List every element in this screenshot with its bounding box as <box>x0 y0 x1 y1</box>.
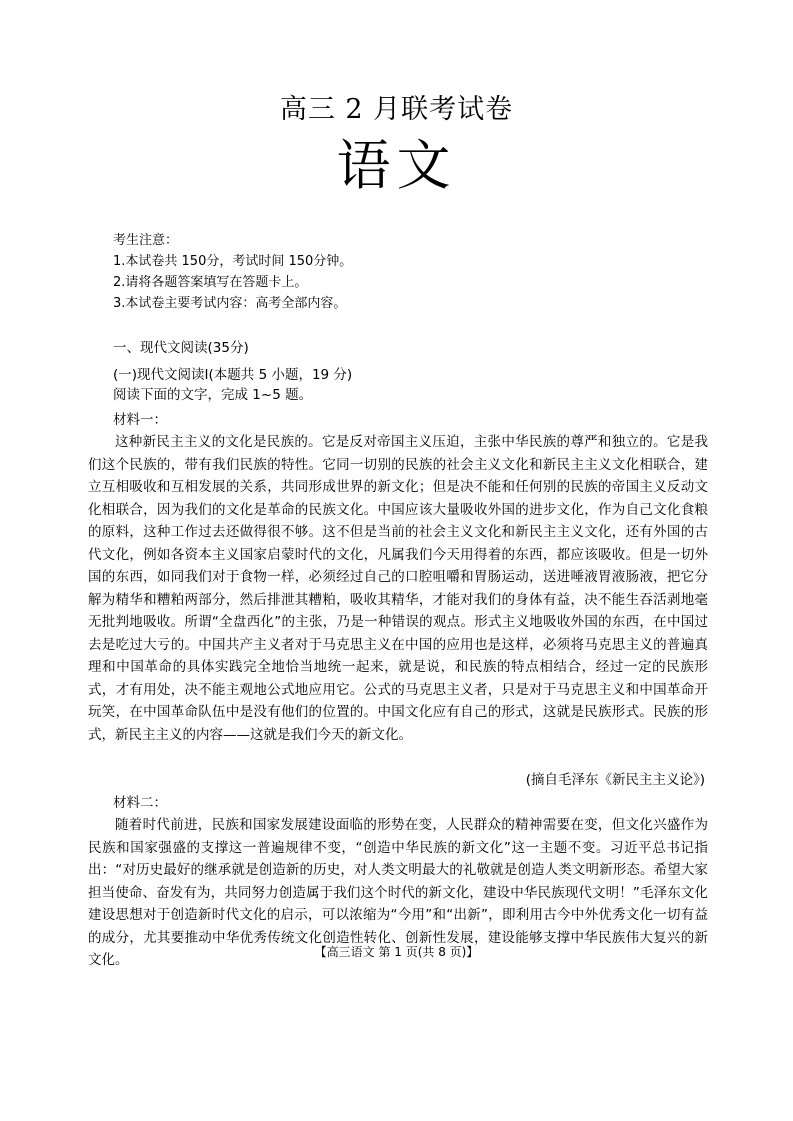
material-two-text: 随着时代前进，民族和国家发展建设面临的形势在变，人民群众的精神需要在变，但文化兴盛作为民族和国家强盛的支撑这一普遍规律不变，“创造中华民族的新文化”这一主题不变。习近平总书记指出：“对历史最好的继承就是创造新的历史，对人类文明最大的礼敬就是创造人类文明新形态。希望大家担当使命、奋发有为，共同努力创造属于我们这个时代的新文化，建设中华民族现代文明！”毛泽东文化建设思想对于创造新时代文化的启示，可以浓缩为“今用”和“出新”，即利用古今中外优秀文化一切有益的成分，尤其要推动中华优秀传统文化创造性转化、创新性发展，建设能够支撑中华民族伟大复兴的新文化。 <box>88 817 708 968</box>
notice-heading: 考生注意： <box>113 233 179 248</box>
subsection-heading: (一)现代文阅读Ⅰ(本题共 5 小题，19 分) <box>113 367 353 383</box>
material-two-label: 材料二： <box>113 795 167 811</box>
material-one-source: (摘自毛泽东《新民主主义论》) <box>525 772 705 788</box>
notice-item: 2.请将各题答案填写在答题卡上。 <box>113 275 308 290</box>
exam-title: 高三 2 月联考试卷 <box>279 94 514 125</box>
reading-instruction: 阅读下面的文字，完成 1~5 题。 <box>113 387 313 403</box>
page-footer: 【高三语文 第 1 页(共 8 页)】 <box>314 945 479 959</box>
section-heading: 一、现代文阅读(35分) <box>113 340 249 356</box>
notice-item: 3.本试卷主要考试内容：高考全部内容。 <box>113 296 347 311</box>
material-one-text: 这种新民主主义的文化是民族的。它是反对帝国主义压迫，主张中华民族的尊严和独立的。它是我们这个民族的，带有我们民族的特性。它同一切别的民族的社会主义文化和新民主主义文化相联合，建立互相吸收和互相发展的关系，共同形成世界的新文化；但是决不能和任何别的民族的帝国主义反动文化相联合，因为我们的文化是革命的民族文化。中国应该大量吸收外国的进步文化，作为自己文化食粮的原料，这种工作过去还做得很不够。这不但是当前的社会主义文化和新民主主义文化，还有外国的古代文化，例如各资本主义国家启蒙时代的文化，凡属我们今天用得着的东西，都应该吸收。但是一切外国的东西，如同我们对于食物一样，必须经过自己的口腔咀嚼和胃肠运动，送进唾液胃液肠液，把它分解为精华和糟粕两部分，然后排泄其糟粕，吸收其精华，才能对我们的身体有益，决不能生吞活剥地毫无批判地吸收。所谓“全盘西化”的主张，乃是一种错误的观点。形式主义地吸收外国的东西，在中国过去是吃过大亏的。中国共产主义者对于马克思主义在中国的应用也是这样，必须将马克思主义的普遍真理和中国革命的具体实践完全地恰当地统一起来，就是说，和民族的特点相结合，经过一定的民族形式，才有用处，决不能主观地公式地应用它。公式的马克思主义者，只是对于马克思主义和中国革命开玩笑，在中国革命队伍中是没有他们的位置的。中国文化应有自己的形式，这就是民族形式。民族的形式，新民主主义的内容——这就是我们今天的新文化。 <box>88 434 708 743</box>
candidate-notice <box>113 230 713 314</box>
subject-title: 语文 <box>336 134 457 197</box>
subsection-block <box>113 365 713 405</box>
material-one-label: 材料一： <box>113 412 167 428</box>
notice-item: 1.本试卷共 150分，考试时间 150分钟。 <box>113 254 353 269</box>
